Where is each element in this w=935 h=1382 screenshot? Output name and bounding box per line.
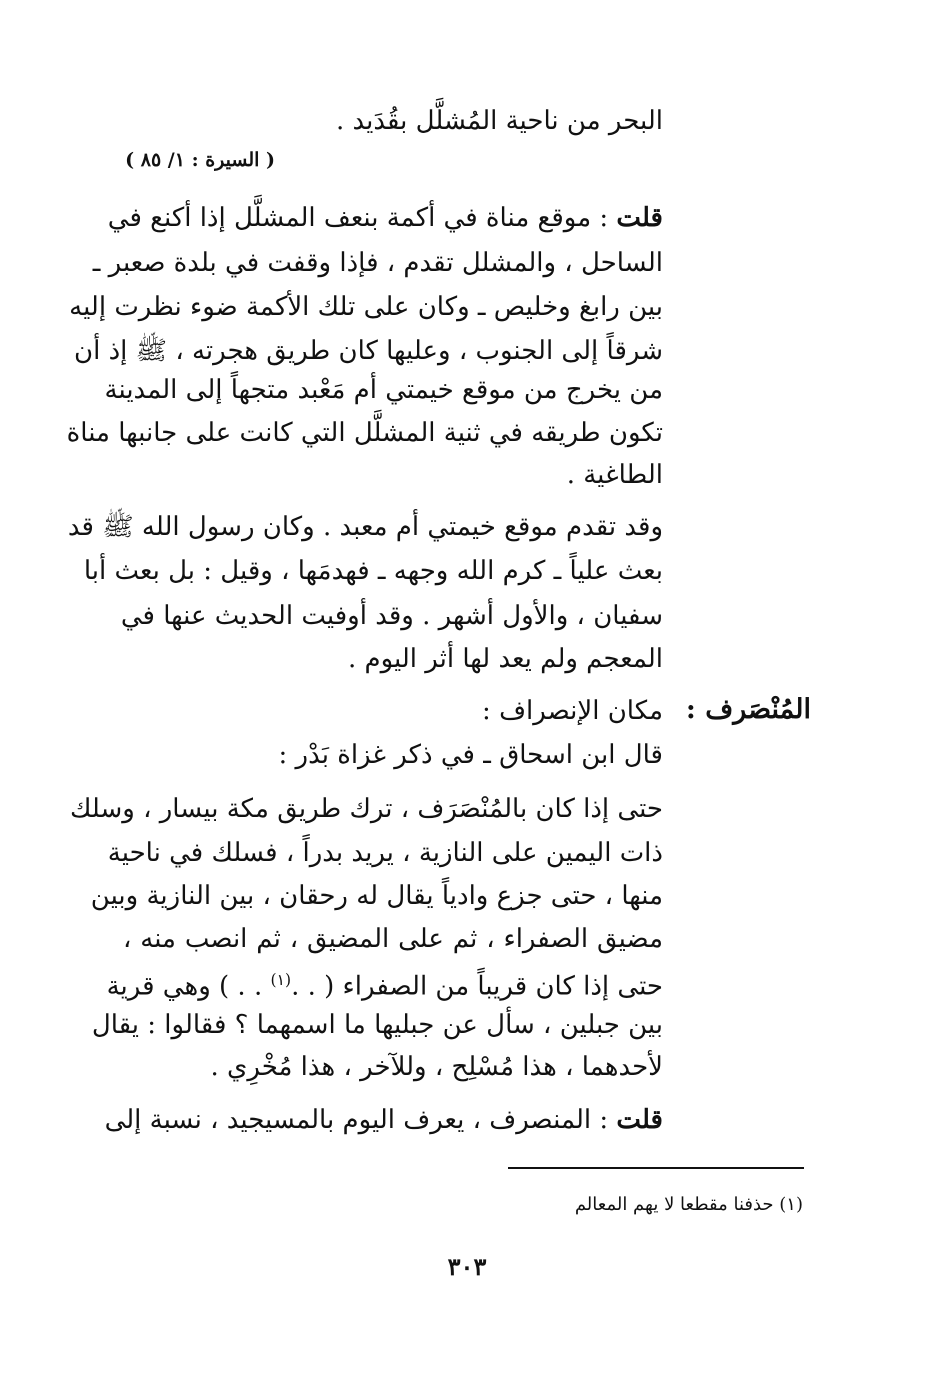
paragraph-line: حتى إذا كان بالمُنْصَرَف ، ترك طريق مكة بيسار ، وسلك <box>69 794 663 824</box>
lead-word: قلت <box>616 203 663 233</box>
paragraph-line: مضيق الصفراء ، ثم على المضيق ، ثم انصب منه ، <box>123 924 663 954</box>
paragraph-line <box>106 965 663 1002</box>
paragraph-line: لأحدهما ، هذا مُسْلِح ، وللآخر ، هذا مُخْرِي . <box>210 1052 663 1082</box>
line-part: . . ) وهي قرية <box>106 971 263 1002</box>
entry-term: المُنْصَرف : <box>685 694 811 725</box>
paragraph-line: ذات اليمين على النازية ، يريد بدراً ، فسلك في ناحية <box>107 838 663 868</box>
entry-source: قال ابن اسحاق ـ في ذكر غزاة بَدْر : <box>278 740 663 770</box>
line-part: حتى إذا كان قريباً من الصفراء ( . . <box>291 971 663 1002</box>
paragraph-line: من يخرج من موقع خيمتي أم مَعْبد متجهاً إلى المدينة <box>104 375 663 405</box>
paragraph-line: بعث علياً ـ كرم الله وجهه ـ فهدمَها ، وقيل : بل بعث أبا <box>83 556 663 586</box>
citation: ( السيرة : ١/ ٨٥ ) <box>125 149 275 171</box>
entry-definition: مكان الإنصراف : <box>482 696 663 726</box>
page-number: ٣٠٣ <box>447 1252 487 1281</box>
line-part: : المنصرف ، يعرف اليوم بالمسيجيد ، نسبة إلى <box>104 1105 609 1135</box>
paragraph-line: سفيان ، والأول أشهر . وقد أوفيت الحديث عنها في <box>120 601 663 631</box>
lead-word: قلت <box>616 1105 663 1135</box>
paragraph-line: الساحل ، والمشلل تقدم ، فإذا وقفت في بلدة صعبر ـ <box>92 248 663 278</box>
paragraph-line: المعجم ولم يعد لها أثر اليوم . <box>347 644 663 674</box>
paragraph-line: قلت : موقع مناة في أكمة بنعف المشلَّل إذا أكنع في <box>107 203 663 233</box>
paragraph-line: منها ، حتى جزع وادياً يقال له رحقان ، بين النازية وبين <box>90 881 663 911</box>
footnote: (١) حذفنا مقطعا لا يهم المعالم <box>574 1194 803 1215</box>
continuation-line: البحر من ناحية المُشلَّل بقُدَيد . <box>335 106 663 136</box>
paragraph-line: بين رابغ وخليص ـ وكان على تلك الأكمة ضوء نظرت إليه <box>69 292 663 322</box>
paragraph-line: بين جبلين ، سأل عن جبليها ما اسمهما ؟ فقالوا : يقال <box>91 1010 663 1040</box>
paragraph-line: وقد تقدم موقع خيمتي أم معبد . وكان رسول الله ﷺ قد <box>67 512 663 542</box>
paragraph-4 <box>104 1105 663 1135</box>
footnote-marker[interactable]: (١) <box>270 971 292 989</box>
paragraph-line: الطاغية . <box>566 460 663 490</box>
paragraph-line: شرقاً إلى الجنوب ، وعليها كان طريق هجرته ، ﷺ إذ أن <box>74 336 663 366</box>
footnote-divider <box>508 1167 804 1169</box>
paragraph-line: تكون طريقه في ثنية المشلَّل التي كانت على جانبها مناة <box>66 418 663 448</box>
